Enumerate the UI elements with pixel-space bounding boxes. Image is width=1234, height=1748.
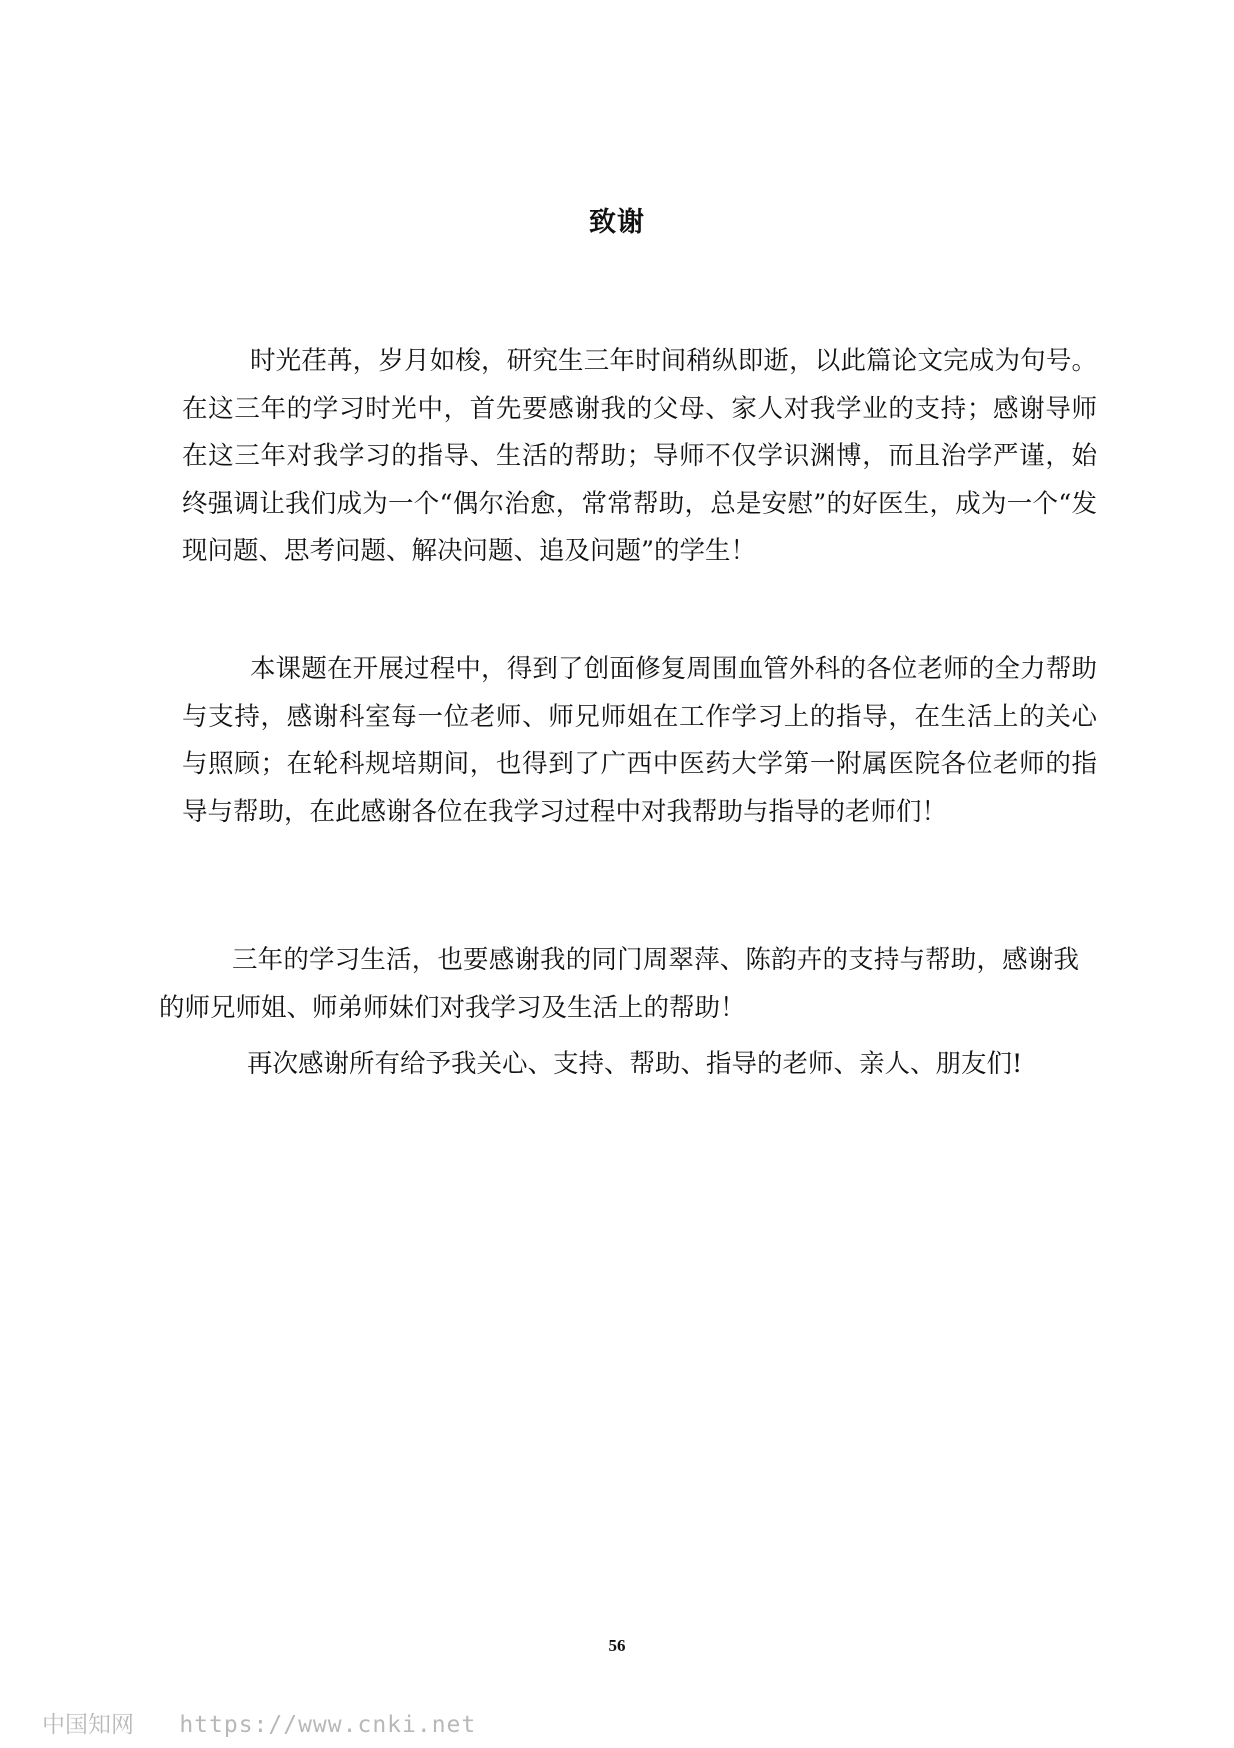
paragraph-3: 三年的学习生活，也要感谢我的同门周翠萍、陈韵卉的支持与帮助，感谢我的师兄师姐、师弟师妹们对我学习及生活上的帮助！ [159, 945, 1079, 1023]
watermark-name: 中国知网 [42, 1712, 134, 1738]
watermark [42, 1706, 476, 1739]
watermark-url: https://www.cnki.net [179, 1712, 477, 1738]
paragraph-4: 再次感谢所有给予我关心、支持、帮助、指导的老师、亲人、朋友们! [247, 1049, 1023, 1079]
paragraph-1: 时光荏苒，岁月如梭，研究生三年时间稍纵即逝，以此篇论文完成为句号。在这三年的学习时光中，首先要感谢我的父母、家人对我学业的支持；感谢导师在这三年对我学习的指导、生活的帮助；导师不仅学识渊博，而且治学严谨，始终强调让我们成为一个“偶尔治愈，常常帮助，总是安慰”的好医生，成为一个“发现问题、思考问题、解决问题、追及问题”的学生！ [182, 346, 1097, 566]
page-title: 致谢 [589, 207, 645, 238]
paragraph-2: 本课题在开展过程中，得到了创面修复周围血管外科的各位老师的全力帮助与支持，感谢科室每一位老师、师兄师姐在工作学习上的指导，在生活上的关心与照顾；在轮科规培期间，也得到了广西中医药大学第一附属医院各位老师的指导与帮助，在此感谢各位在我学习过程中对我帮助与指导的老师们！ [182, 654, 1097, 827]
page-number: 56 [608, 1636, 626, 1655]
